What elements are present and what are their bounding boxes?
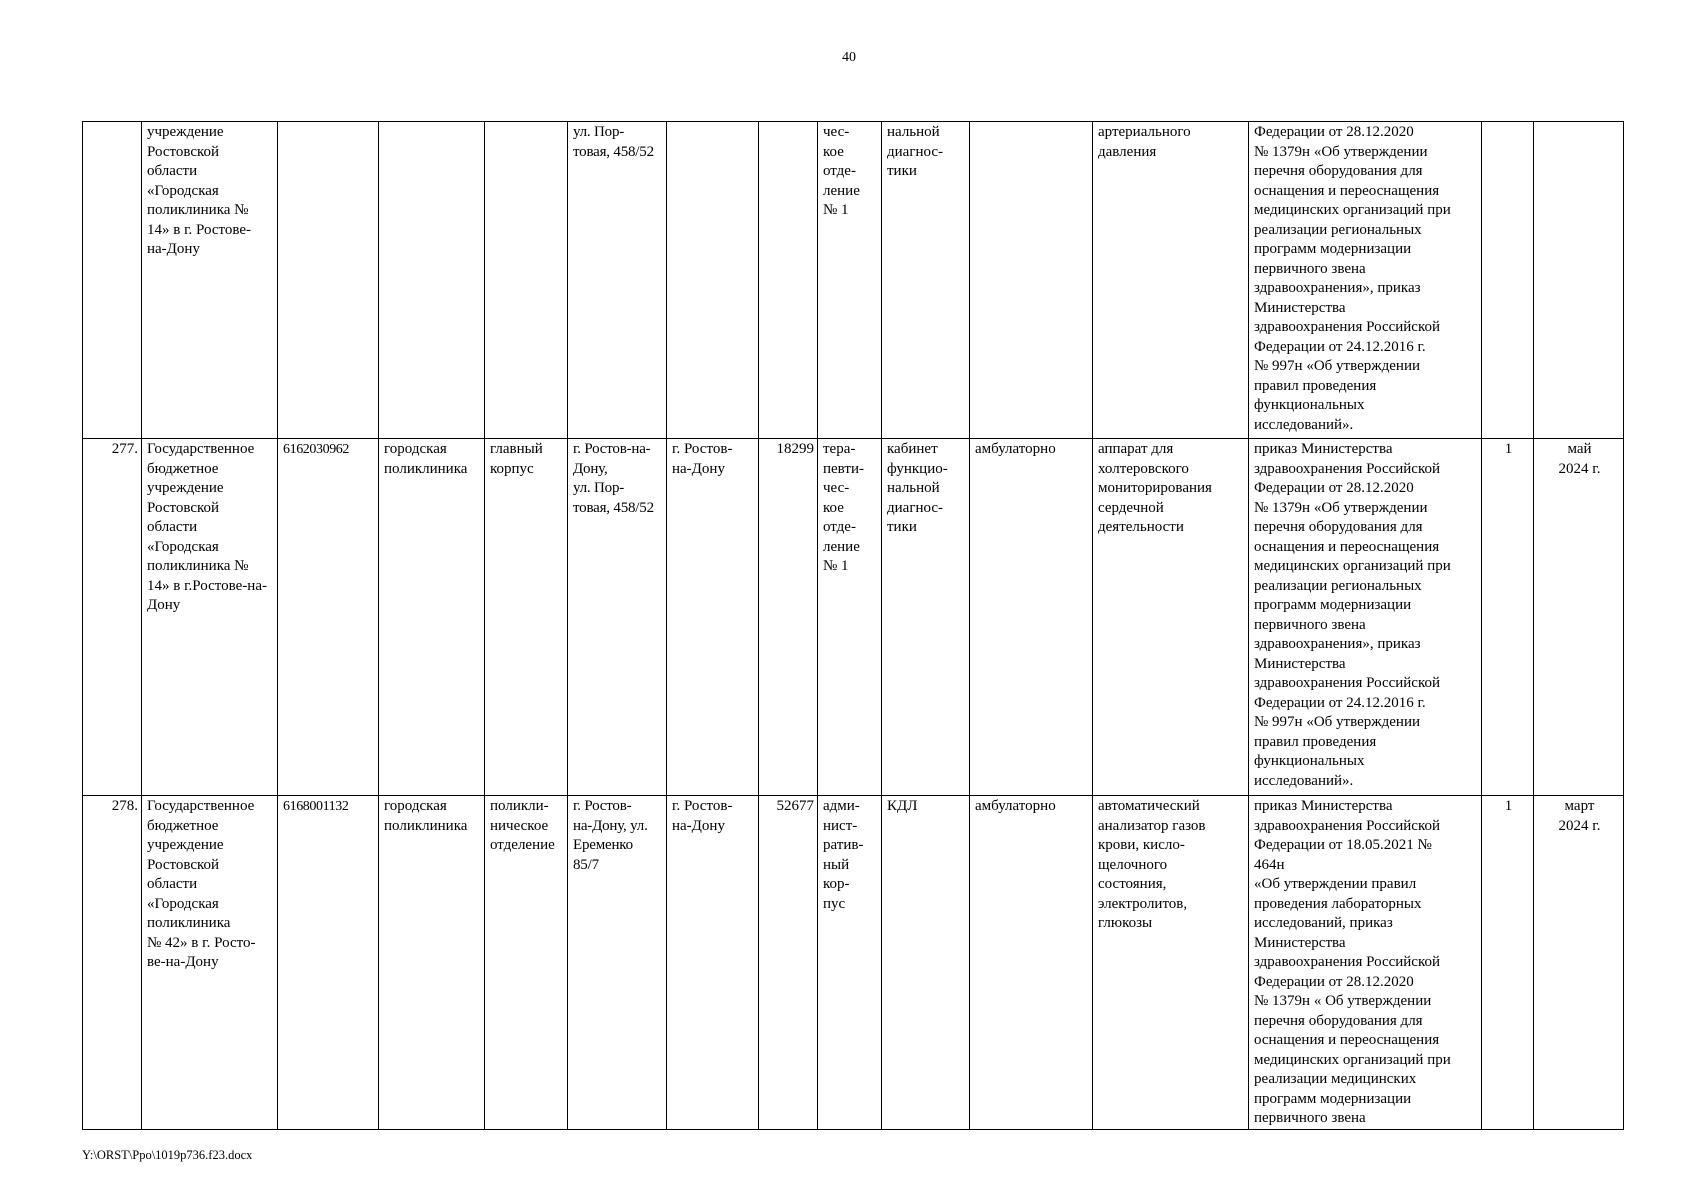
address-cell: г. Ростов- на-Дону, ул. Еременко 85/7	[568, 796, 667, 1130]
department-cell: чес- кое отде- ление № 1	[818, 122, 882, 439]
department-cell: тера- певти- чес- кое отде- ление № 1	[818, 439, 882, 796]
amount-cell	[759, 122, 818, 439]
date-cell	[1534, 122, 1624, 439]
inn-cell: 6162030962	[278, 439, 379, 796]
legal-basis-cell: Федерации от 28.12.2020 № 1379н «Об утверждении перечня оборудования для оснащения и переоснащения медицинских организаций при реализации региональных программ модернизации первичного звена здравоохранения», приказ Министерства здравоохранения Российской Федерации от 24.12.2016 г. № 997н «Об утверждении правил проведения функциональных исследований».	[1249, 122, 1482, 439]
city-cell: г. Ростов- на-Дону	[667, 796, 759, 1130]
cabinet-cell: КДЛ	[882, 796, 970, 1130]
address-cell: г. Ростов-на- Дону, ул. Пор- товая, 458/52	[568, 439, 667, 796]
equipment-cell: аппарат для холтеровского мониторирования сердечной деятельности	[1093, 439, 1249, 796]
table-row	[83, 122, 1624, 439]
table-row	[83, 439, 1624, 796]
org-type-cell: городская поликлиника	[379, 439, 485, 796]
care-mode-cell	[970, 122, 1093, 439]
inn-cell: 6168001132	[278, 796, 379, 1130]
building-cell: поликли- ническое отделение	[485, 796, 568, 1130]
cabinet-cell: нальной диагнос- тики	[882, 122, 970, 439]
amount-cell: 52677	[759, 796, 818, 1130]
org-type-cell	[379, 122, 485, 439]
equipment-cell: артериального давления	[1093, 122, 1249, 439]
quantity-cell	[1482, 122, 1534, 439]
city-cell: г. Ростов- на-Дону	[667, 439, 759, 796]
equipment-table	[82, 121, 1624, 1130]
amount-cell: 18299	[759, 439, 818, 796]
date-cell: май 2024 г.	[1534, 439, 1624, 796]
department-cell: адми- нист- ратив- ный кор- пус	[818, 796, 882, 1130]
page-number: 40	[842, 50, 856, 65]
organization-cell: Государственное бюджетное учреждение Ростовской области «Городская поликлиника № 14» в г.Ростове-на- Дону	[142, 439, 278, 796]
legal-basis-cell: приказ Министерства здравоохранения Российской Федерации от 28.12.2020 № 1379н «Об утверждении перечня оборудования для оснащения и переоснащения медицинских организаций при реализации региональных программ модернизации первичного звена здравоохранения», приказ Министерства здравоохранения Российской Федерации от 24.12.2016 г. № 997н «Об утверждении правил проведения функциональных исследований».	[1249, 439, 1482, 796]
date-cell: март 2024 г.	[1534, 796, 1624, 1130]
organization-cell: Государственное бюджетное учреждение Ростовской области «Городская поликлиника № 42» в г. Росто- ве-на-Дону	[142, 796, 278, 1130]
row-number-cell: 278.	[83, 796, 142, 1130]
care-mode-cell: амбулаторно	[970, 439, 1093, 796]
organization-cell: учреждение Ростовской области «Городская поликлиника № 14» в г. Ростове- на-Дону	[142, 122, 278, 439]
quantity-cell: 1	[1482, 439, 1534, 796]
legal-basis-cell: приказ Министерства здравоохранения Российской Федерации от 18.05.2021 № 464н «Об утверждении правил проведения лабораторных исследований, приказ Министерства здравоохранения Российской Федерации от 28.12.2020 № 1379н « Об утверждении перечня оборудования для оснащения и переоснащения медицинских организаций при реализации медицинских программ модернизации первичного звена	[1249, 796, 1482, 1130]
cabinet-cell: кабинет функцио- нальной диагнос- тики	[882, 439, 970, 796]
city-cell	[667, 122, 759, 439]
inn-cell	[278, 122, 379, 439]
equipment-cell: автоматический анализатор газов крови, кисло- щелочного состояния, электролитов, глюкозы	[1093, 796, 1249, 1130]
footer-file-path: Y:\ORST\Ppo\1019p736.f23.docx	[82, 1148, 253, 1162]
building-cell: главный корпус	[485, 439, 568, 796]
table-row	[83, 796, 1624, 1130]
quantity-cell: 1	[1482, 796, 1534, 1130]
org-type-cell: городская поликлиника	[379, 796, 485, 1130]
address-cell: ул. Пор- товая, 458/52	[568, 122, 667, 439]
row-number-cell: 277.	[83, 439, 142, 796]
building-cell	[485, 122, 568, 439]
care-mode-cell: амбулаторно	[970, 796, 1093, 1130]
row-number-cell	[83, 122, 142, 439]
